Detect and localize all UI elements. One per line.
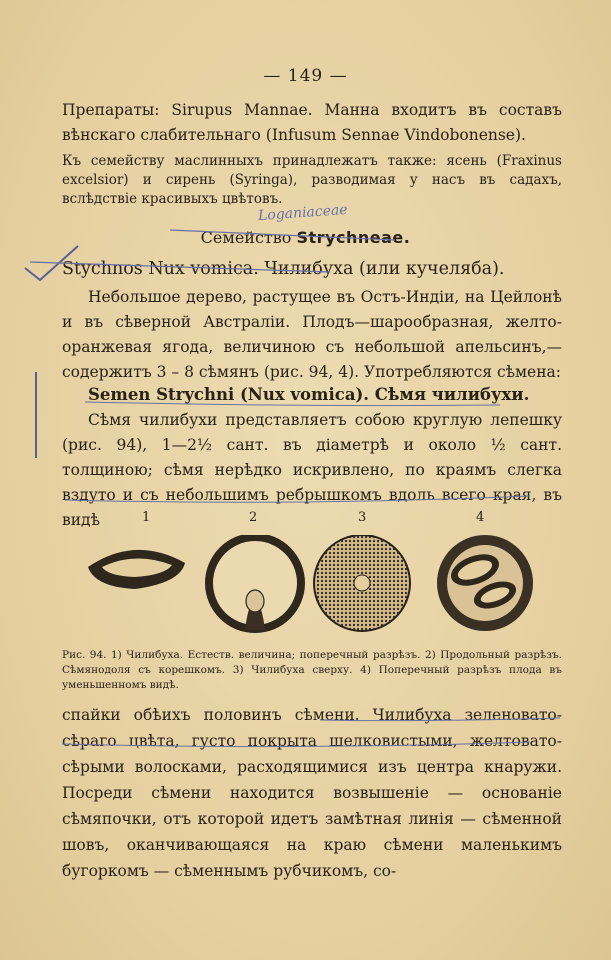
seed-heading: Semen Strychni (Nux vomica). Сѣмя чилибухи. [88,385,530,404]
paragraph-preparations: Препараты: Sirupus Mannae. Манна входитъ въ составъ вѣнскаго слабительнаго (Infusum Sennae Vindobonense). [62,101,562,144]
fruit-cross-section-drawing [437,535,533,631]
figure-label-3: 3 [358,510,367,525]
paragraph-seed: Сѣмя чилибухи представляетъ собою круглую лепешку (рис. 94), 1—2½ сант. въ діаметрѣ и около ½ сант. толщиною; сѣмя нерѣдко искривлено, по краямъ слегка вздуто и съ небольшимъ ребрышкомъ вдоль всего края, въ видѣ [62,411,562,529]
paragraph-family-note: Къ семейству маслинныхъ принадлежатъ также: ясень (Fraxinus excelsior) и сирень (Syringa), разводимая у насъ въ садахъ, вслѣдствіе красивыхъ цвѣтовъ. [62,153,562,207]
handwritten-note: Loganiaceae [257,201,349,225]
seed-top-view-drawing [314,535,410,631]
paragraph-description: Небольшое дерево, растущее въ Остъ-Индіи, на Цейлонѣ и въ сѣверной Австраліи. Плодъ—шарообразная, желто-оранжевая ягода, величиною съ небольшой апельсинъ,—содержитъ 3 – 8 сѣмянъ (рис. 94, 4). Употребляются сѣмена: [62,288,562,381]
seed-longitudinal-section-drawing [205,535,305,633]
figure-label-1: 1 [142,510,151,525]
figure-94-illustrations [80,535,540,645]
seed-cross-section-drawing [88,550,185,589]
family-heading [0,228,611,247]
family-heading-name: Strychneae. [296,228,411,247]
figure-caption: Рис. 94. 1) Чилибуха. Естеств. величина; поперечный разрѣзъ. 2) Продольный разрѣзъ. Сѣмянодоля съ корешкомъ. 3) Чилибуха сверху. 4) Поперечный разрѣзъ плода въ уменьшенномъ видѣ. [62,649,562,691]
species-heading: Stychnos Nux vomica. Чилибуха (или кучеляба). [62,259,505,279]
figure-label-4: 4 [476,510,485,525]
figure-label-2: 2 [249,510,258,525]
family-heading-prefix: Семейство [200,228,292,247]
page-number: — 149 — [263,66,348,86]
paragraph-end: спайки обѣихъ половинъ сѣмени. Чилибуха зеленовато-сѣраго цвѣта, густо покрыта шелковистыми, желтовато-сѣрыми волосками, расходящимися изъ центра кнаружи. Посреди сѣмени находится возвышеніе — основаніе сѣмяпочки, отъ которой идетъ замѣтная линія — сѣменной шовъ, оканчивающаяся на краю сѣмени маленькимъ бугоркомъ — сѣменнымъ рубчикомъ, со- [62,706,562,880]
